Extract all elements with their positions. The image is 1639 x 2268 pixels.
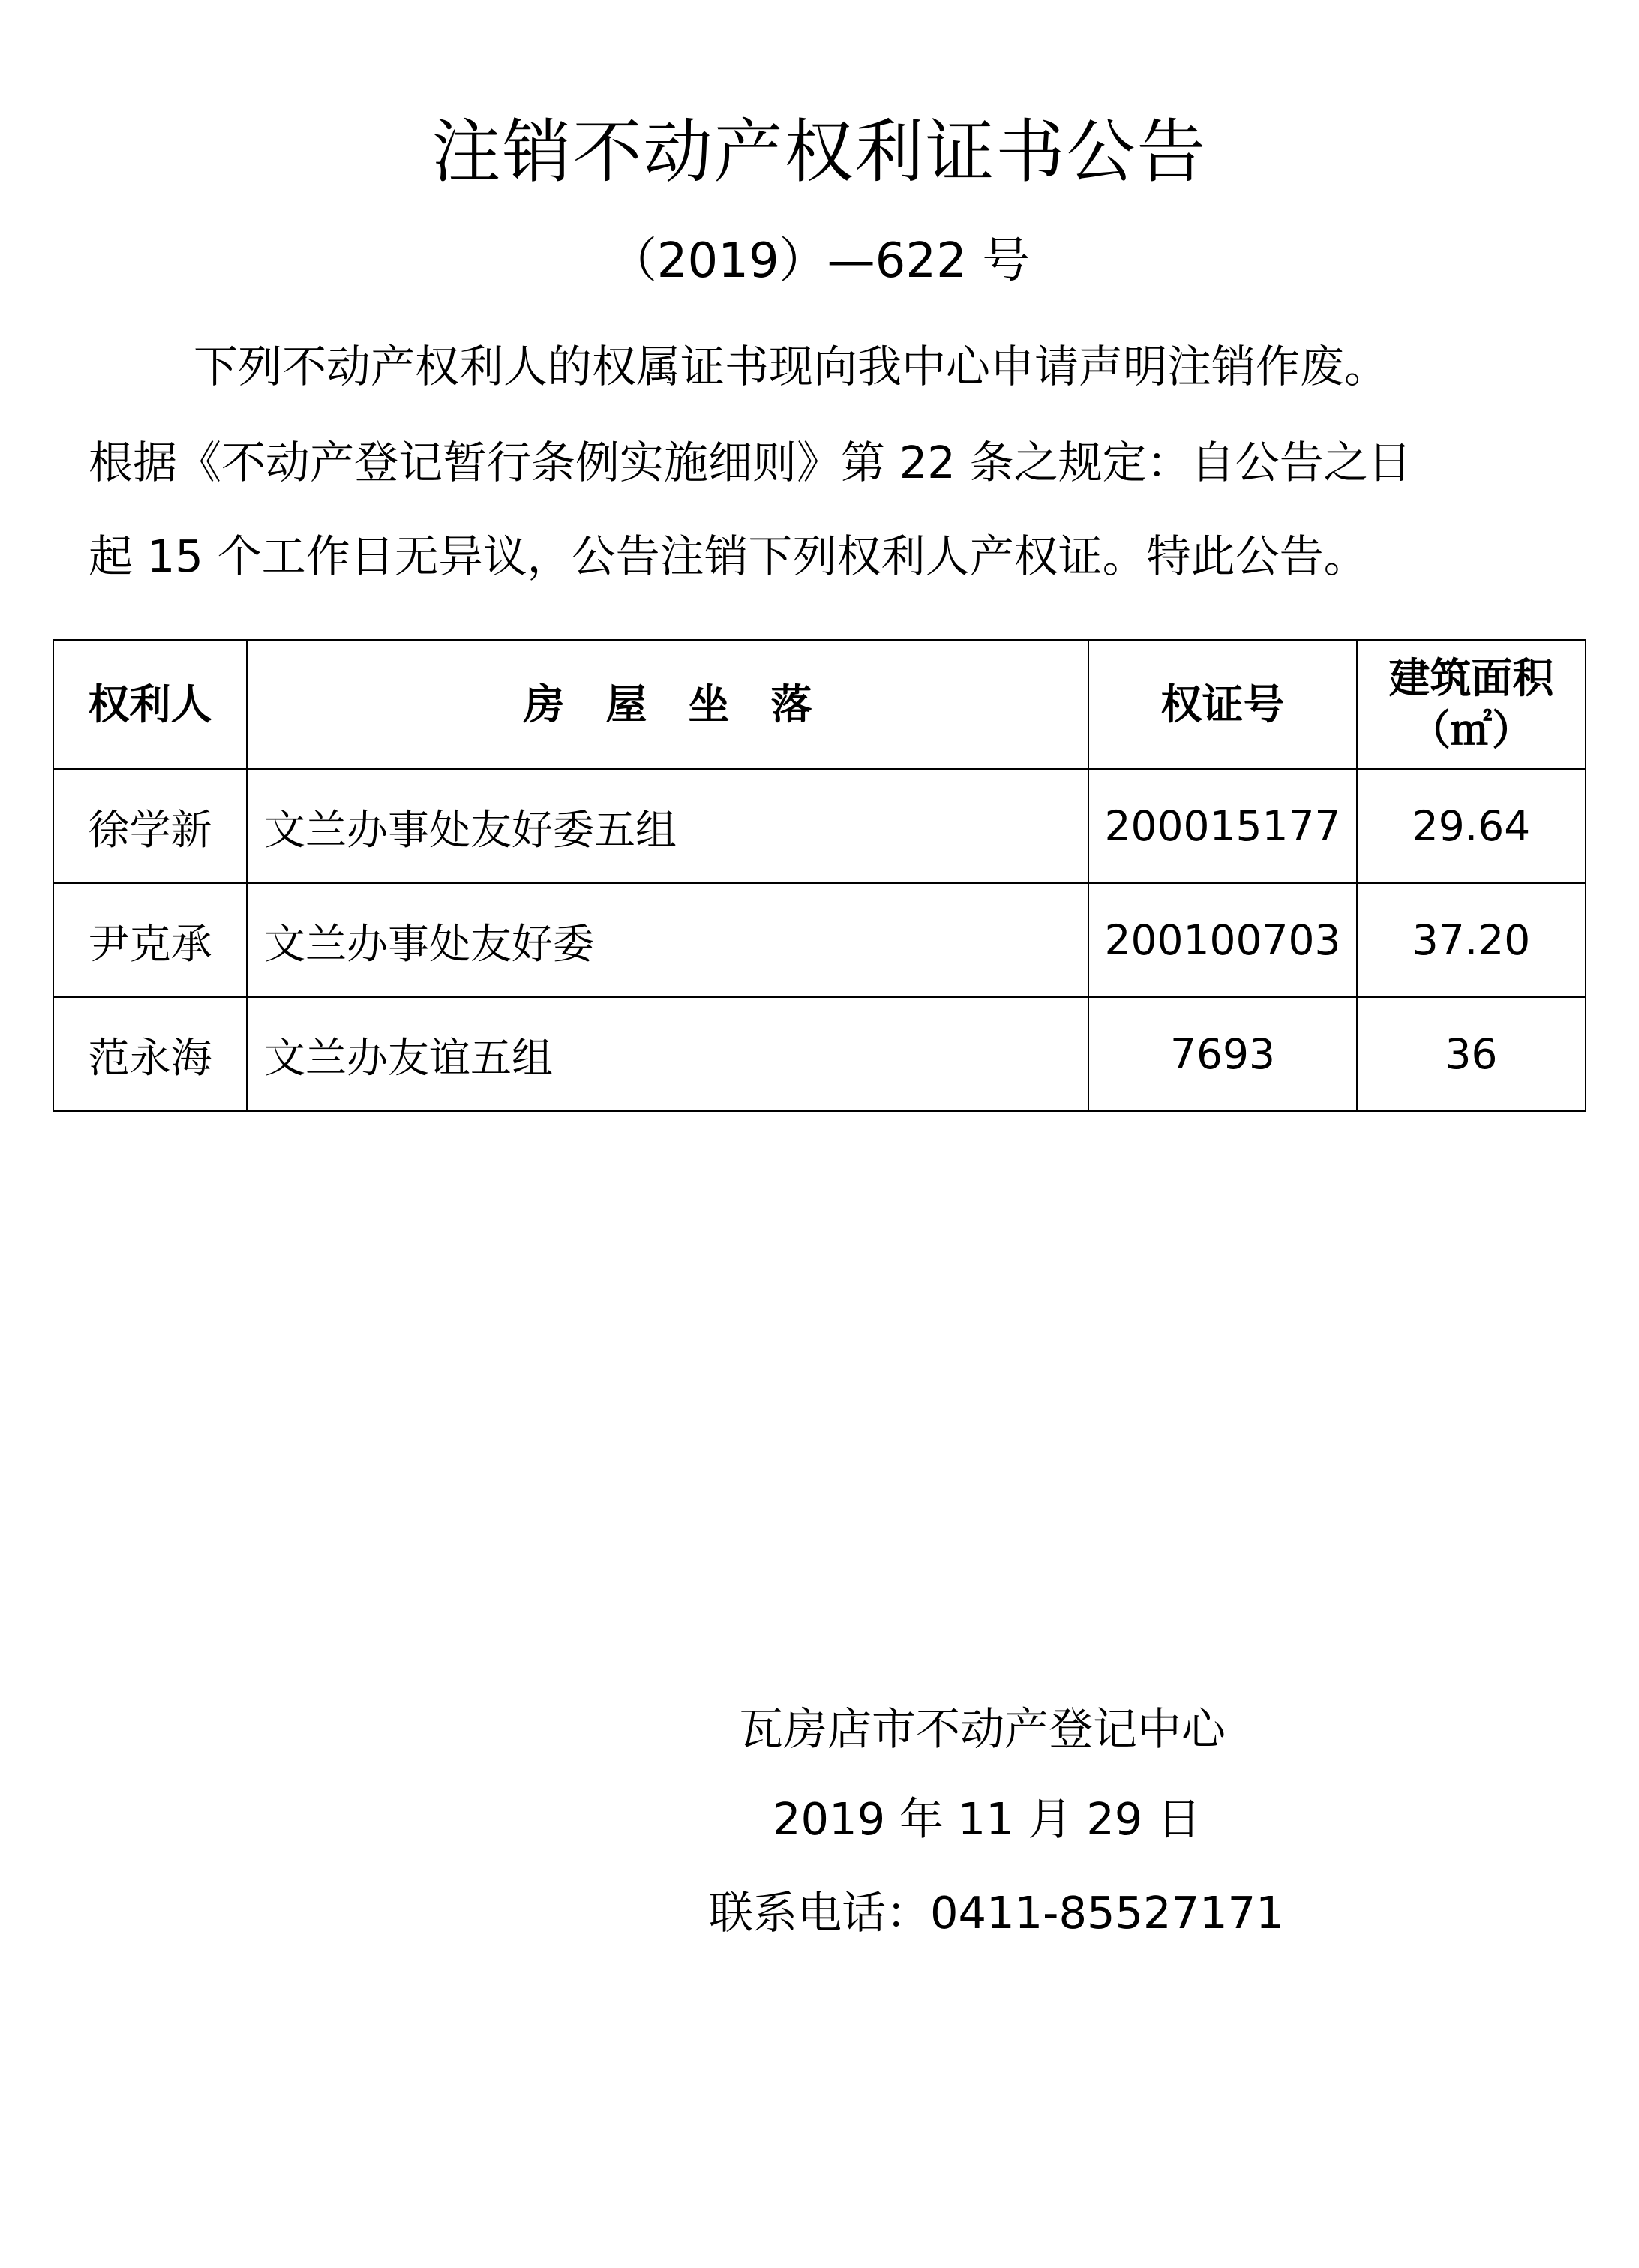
cell-location: 文兰办事处友好委五组: [247, 769, 1088, 883]
table-header-row: [53, 640, 1586, 769]
cell-owner: 徐学新: [53, 769, 247, 883]
records-table: [53, 639, 1586, 1112]
cell-owner: 尹克承: [53, 883, 247, 997]
header-location: [247, 640, 1088, 769]
header-area: [1357, 640, 1586, 769]
header-area-line-1: 建筑面积: [1388, 654, 1554, 703]
header-cert-no: 权证号: [1088, 640, 1357, 769]
issuer-name: 瓦房店市不动产登记中心: [739, 1703, 1226, 1755]
cell-cert-no: 200015177: [1088, 769, 1357, 883]
cell-location: 文兰办事处友好委: [247, 883, 1088, 997]
cell-cert-no: 200100703: [1088, 883, 1357, 997]
cell-area: 37.20: [1357, 883, 1586, 997]
header-location-label: 房屋坐落: [523, 680, 854, 728]
notice-paragraph-line-1: 下列不动产权利人的权属证书现向我中心申请声明注销作废。: [194, 341, 1389, 392]
issue-date: 2019 年 11 月 29 日: [773, 1793, 1202, 1845]
table-row: [53, 997, 1586, 1111]
notice-title: 注销不动产权利证书公告: [431, 112, 1208, 192]
header-owner: 权利人: [53, 640, 247, 769]
notice-paragraph-line-2: 根据《不动产登记暂行条例实施细则》第 22 条之规定：自公告之日: [89, 437, 1412, 488]
cell-area: 36: [1357, 997, 1586, 1111]
cell-cert-no: 7693: [1088, 997, 1357, 1111]
notice-number: （2019）—622 号: [608, 233, 1031, 289]
cell-location: 文兰办友谊五组: [247, 997, 1088, 1111]
cell-area: 29.64: [1357, 769, 1586, 883]
table-row: [53, 883, 1586, 997]
cell-owner: 范永海: [53, 997, 247, 1111]
contact-phone: 联系电话：0411-85527171: [709, 1887, 1284, 1939]
header-area-line-2: （㎡）: [1409, 706, 1533, 754]
notice-paragraph-line-3: 起 15 个工作日无异议，公告注销下列权利人产权证。特此公告。: [89, 530, 1368, 582]
table-row: [53, 769, 1586, 883]
